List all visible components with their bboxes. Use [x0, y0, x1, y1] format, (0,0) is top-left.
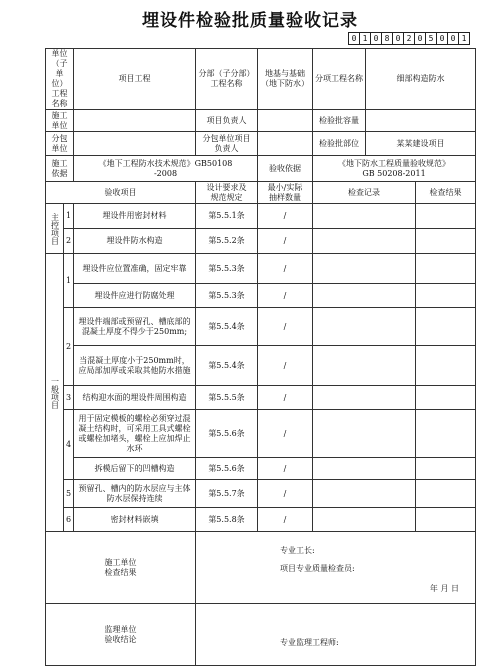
code-digit: 2	[404, 32, 415, 45]
foreman-label: 专业工长:	[280, 546, 315, 555]
sample-cell: /	[258, 480, 313, 508]
record-cell	[313, 480, 416, 508]
clause-cell: 第5.5.6条	[196, 458, 258, 480]
subcontractor-value	[74, 132, 196, 156]
item-number: 4	[64, 410, 74, 480]
pm-label: 项目负责人	[196, 110, 258, 132]
basis-label: 施工依据	[46, 156, 74, 182]
code-digit: 0	[415, 32, 426, 45]
record-cell	[313, 410, 416, 458]
item-text: 埋设件应进行防腐处理	[74, 284, 196, 308]
location-label: 检验批部位	[313, 132, 366, 156]
code-digit: 0	[371, 32, 382, 45]
record-cell	[313, 308, 416, 346]
item-text: 预留孔、槽内的防水层应与主体防水层保持连续	[74, 480, 196, 508]
inspector-label: 项目专业质量检查员:	[280, 564, 355, 573]
sample-cell: /	[258, 386, 313, 410]
item-text: 埋设件防水构造	[74, 229, 196, 254]
item-text: 拆模后留下的凹槽构造	[74, 458, 196, 480]
clause-cell: 第5.5.7条	[196, 480, 258, 508]
item-text: 密封材料嵌填	[74, 508, 196, 532]
col-record-header: 检查记录	[313, 182, 416, 204]
record-cell	[313, 386, 416, 410]
result-cell	[416, 308, 476, 346]
record-cell	[313, 284, 416, 308]
capacity-label: 检验批容量	[313, 110, 366, 132]
col-sample-header: 最小/实际 抽样数量	[258, 182, 313, 204]
subpart-value: 地基与基础 （地下防水）	[258, 49, 313, 110]
code-digit: 1	[459, 32, 470, 45]
clause-cell: 第5.5.2条	[196, 229, 258, 254]
result-cell	[416, 254, 476, 284]
contractor-value	[74, 110, 196, 132]
page-title: 埋设件检验批质量验收记录	[142, 11, 358, 31]
code-digit: 0	[393, 32, 404, 45]
sample-cell: /	[258, 508, 313, 532]
result-cell	[416, 410, 476, 458]
item-number: 1	[64, 204, 74, 229]
sample-cell: /	[258, 254, 313, 284]
code-digit: 8	[382, 32, 393, 45]
clause-cell: 第5.5.4条	[196, 308, 258, 346]
unit-label: 单位（子单位） 工程名称	[46, 49, 74, 110]
clause-cell: 第5.5.4条	[196, 346, 258, 386]
item-number: 3	[64, 386, 74, 410]
record-cell	[313, 458, 416, 480]
clause-cell: 第5.5.6条	[196, 410, 258, 458]
general-label: 一般项目	[46, 254, 64, 532]
item-text: 用于固定模板的螺栓必须穿过混凝土结构时，可采用工具式螺栓或螺栓加堵头，螺栓上应加焊止水环	[74, 410, 196, 458]
item-number: 5	[64, 480, 74, 508]
record-cell	[313, 508, 416, 532]
col-items-header: 验收项目	[46, 182, 196, 204]
item-number: 6	[64, 508, 74, 532]
supervisor-engineer-label: 专业监理工程师:	[280, 638, 339, 647]
record-cell	[313, 204, 416, 229]
sample-cell: /	[258, 229, 313, 254]
item-text: 埋设件用密封材料	[74, 204, 196, 229]
result-cell	[416, 508, 476, 532]
contractor-label: 施工单位	[46, 110, 74, 132]
sample-cell: /	[258, 410, 313, 458]
item-number: 2	[64, 229, 74, 254]
contractor-date: 年 月 日	[429, 584, 459, 593]
supervisor-label: 监理单位 验收结论	[46, 604, 196, 666]
main-control-label: 主控项目	[46, 204, 64, 254]
sub-pm-value	[258, 132, 313, 156]
item-value: 细部构造防水	[366, 49, 476, 110]
result-cell	[416, 284, 476, 308]
code-digit: 0	[448, 32, 459, 45]
acceptance-basis-label: 验收依据	[258, 156, 313, 182]
basis-value: 《地下工程防水技术规范》GB50108 -2008	[74, 156, 258, 182]
code-digit: 0	[437, 32, 448, 45]
item-label: 分项工程名称	[313, 49, 366, 110]
pm-value	[258, 110, 313, 132]
item-text: 埋设件应位置准确，固定牢靠	[74, 254, 196, 284]
capacity-value	[366, 110, 476, 132]
item-text: 结构迎水面的埋设件周围构造	[74, 386, 196, 410]
clause-cell: 第5.5.3条	[196, 254, 258, 284]
subcontractor-label: 分包单位	[46, 132, 74, 156]
result-cell	[416, 204, 476, 229]
code-digit: 1	[360, 32, 371, 45]
item-number: 1	[64, 254, 74, 308]
sample-cell: /	[258, 308, 313, 346]
clause-cell: 第5.5.1条	[196, 204, 258, 229]
sample-cell: /	[258, 458, 313, 480]
result-cell	[416, 480, 476, 508]
sample-cell: /	[258, 204, 313, 229]
sub-pm-label: 分包单位项目 负责人	[196, 132, 258, 156]
location-value: 某某建设项目	[366, 132, 476, 156]
form-code	[348, 32, 470, 45]
item-text: 埋设件端部或预留孔、槽底部的混凝土厚度不得少于250mm;	[74, 308, 196, 346]
result-cell	[416, 346, 476, 386]
record-cell	[313, 229, 416, 254]
clause-cell: 第5.5.8条	[196, 508, 258, 532]
clause-cell: 第5.5.3条	[196, 284, 258, 308]
result-cell	[416, 229, 476, 254]
inspection-form	[45, 48, 476, 666]
code-digit: 5	[426, 32, 437, 45]
result-cell	[416, 458, 476, 480]
code-digit: 0	[348, 32, 360, 45]
record-cell	[313, 346, 416, 386]
record-cell	[313, 254, 416, 284]
col-design-header: 设计要求及 规范规定	[196, 182, 258, 204]
contractor-result-area	[196, 532, 476, 604]
contractor-result-label: 施工单位 检查结果	[46, 532, 196, 604]
clause-cell: 第5.5.5条	[196, 386, 258, 410]
item-text: 当混凝土厚度小于250mm时，应局部加厚或采取其他防水措施	[74, 346, 196, 386]
sample-cell: /	[258, 346, 313, 386]
item-number: 2	[64, 308, 74, 386]
col-result-header: 检查结果	[416, 182, 476, 204]
subpart-label: 分部（子分部） 工程名称	[196, 49, 258, 110]
supervisor-area	[196, 604, 476, 666]
result-cell	[416, 386, 476, 410]
unit-value: 项目工程	[74, 49, 196, 110]
sample-cell: /	[258, 284, 313, 308]
acceptance-basis-value: 《地下防水工程质量验收规范》 GB 50208-2011	[313, 156, 476, 182]
